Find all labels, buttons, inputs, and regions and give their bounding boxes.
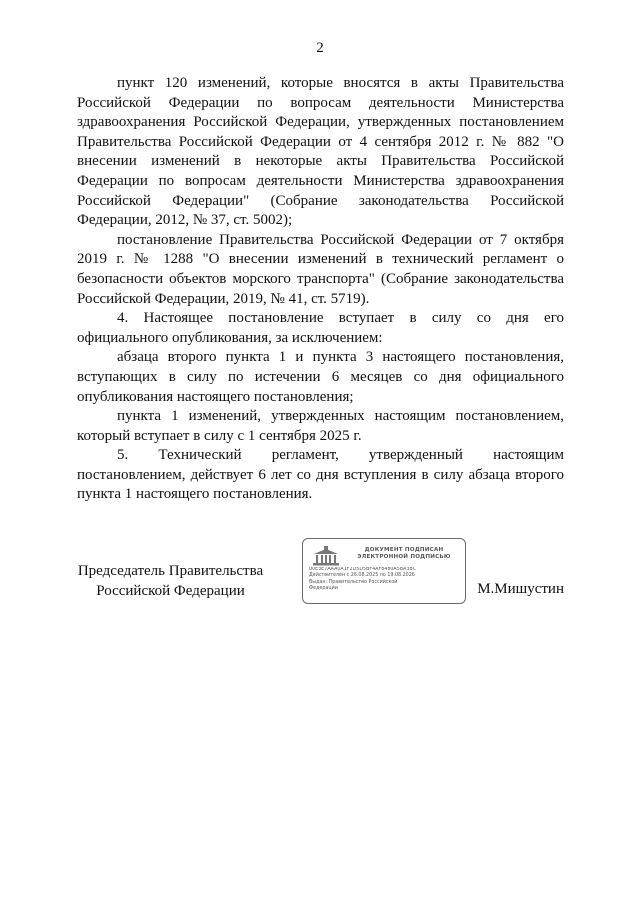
electronic-signature-stamp: [302, 538, 466, 604]
signer-title-line2: Российской Федерации: [96, 582, 245, 599]
stamp-issuer-2: Федерации: [309, 586, 338, 592]
signer-name: М.Мишустин: [477, 581, 564, 597]
government-building-icon: [311, 545, 341, 567]
paragraph-3: 4. Настоящее постановление вступает в силу со дня его официального опубликования, за исключением:: [77, 310, 564, 346]
stamp-details: [309, 567, 463, 593]
paragraph-4: абзаца второго пункта 1 и пункта 3 настоящего постановления, вступающих в силу по истечении 6 месяцев со дня официального опубликования настоящего постановления;: [77, 349, 564, 405]
stamp-issuer: Выдан: Правительство Российской: [309, 579, 398, 585]
paragraph-1: пункт 120 изменений, которые вносятся в акты Правительства Российской Федерации по вопросам деятельности Министерства здравоохранения Российской Федерации, утвержденных постановлением Правительства Российской Федерации от 4 сентября 2012 г. № 882 "О внесении изменений в некоторые акты Правительства Российской Федерации по вопросам деятельности Министерства здравоохранения Российской Федерации" (Собрание законодательства Российской Федерации, 2012, № 37, ст. 5002);: [77, 75, 564, 229]
stamp-validity: Действителен с 26.08.2025 по 19.08.2026: [309, 573, 415, 579]
stamp-heading-line2: ЭЛЕКТРОННОЙ ПОДПИСЬЮ: [357, 554, 451, 560]
page-number: 2: [316, 40, 324, 56]
stamp-heading-line1: ДОКУМЕНТ ПОДПИСАН: [364, 547, 444, 553]
stamp-serial: 00E3E7AAA0A1F2D5D5BF4AF8480A5BA3BC: [309, 567, 416, 572]
signer-title-line1: Председатель Правительства: [77, 563, 264, 579]
paragraph-2: постановление Правительства Российской Федерации от 7 октября 2019 г. № 1288 "О внесении изменений в технический регламент о безопасности объектов морского транспорта" (Собрание законодательства Российской Федерации, 2019, № 41, ст. 5719).: [77, 231, 564, 307]
paragraph-5: пункта 1 изменений, утвержденных настоящим постановлением, который вступает в силу с 1 сентября 2025 г.: [77, 408, 564, 444]
paragraph-6: 5. Технический регламент, утвержденный настоящим постановлением, действует 6 лет со дня вступления в силу абзаца второго пункта 1 настоящего постановления.: [77, 447, 564, 503]
signer-title: [77, 562, 264, 601]
signature-block: [0, 538, 640, 618]
document-body: [77, 74, 564, 505]
stamp-heading: [347, 547, 461, 561]
